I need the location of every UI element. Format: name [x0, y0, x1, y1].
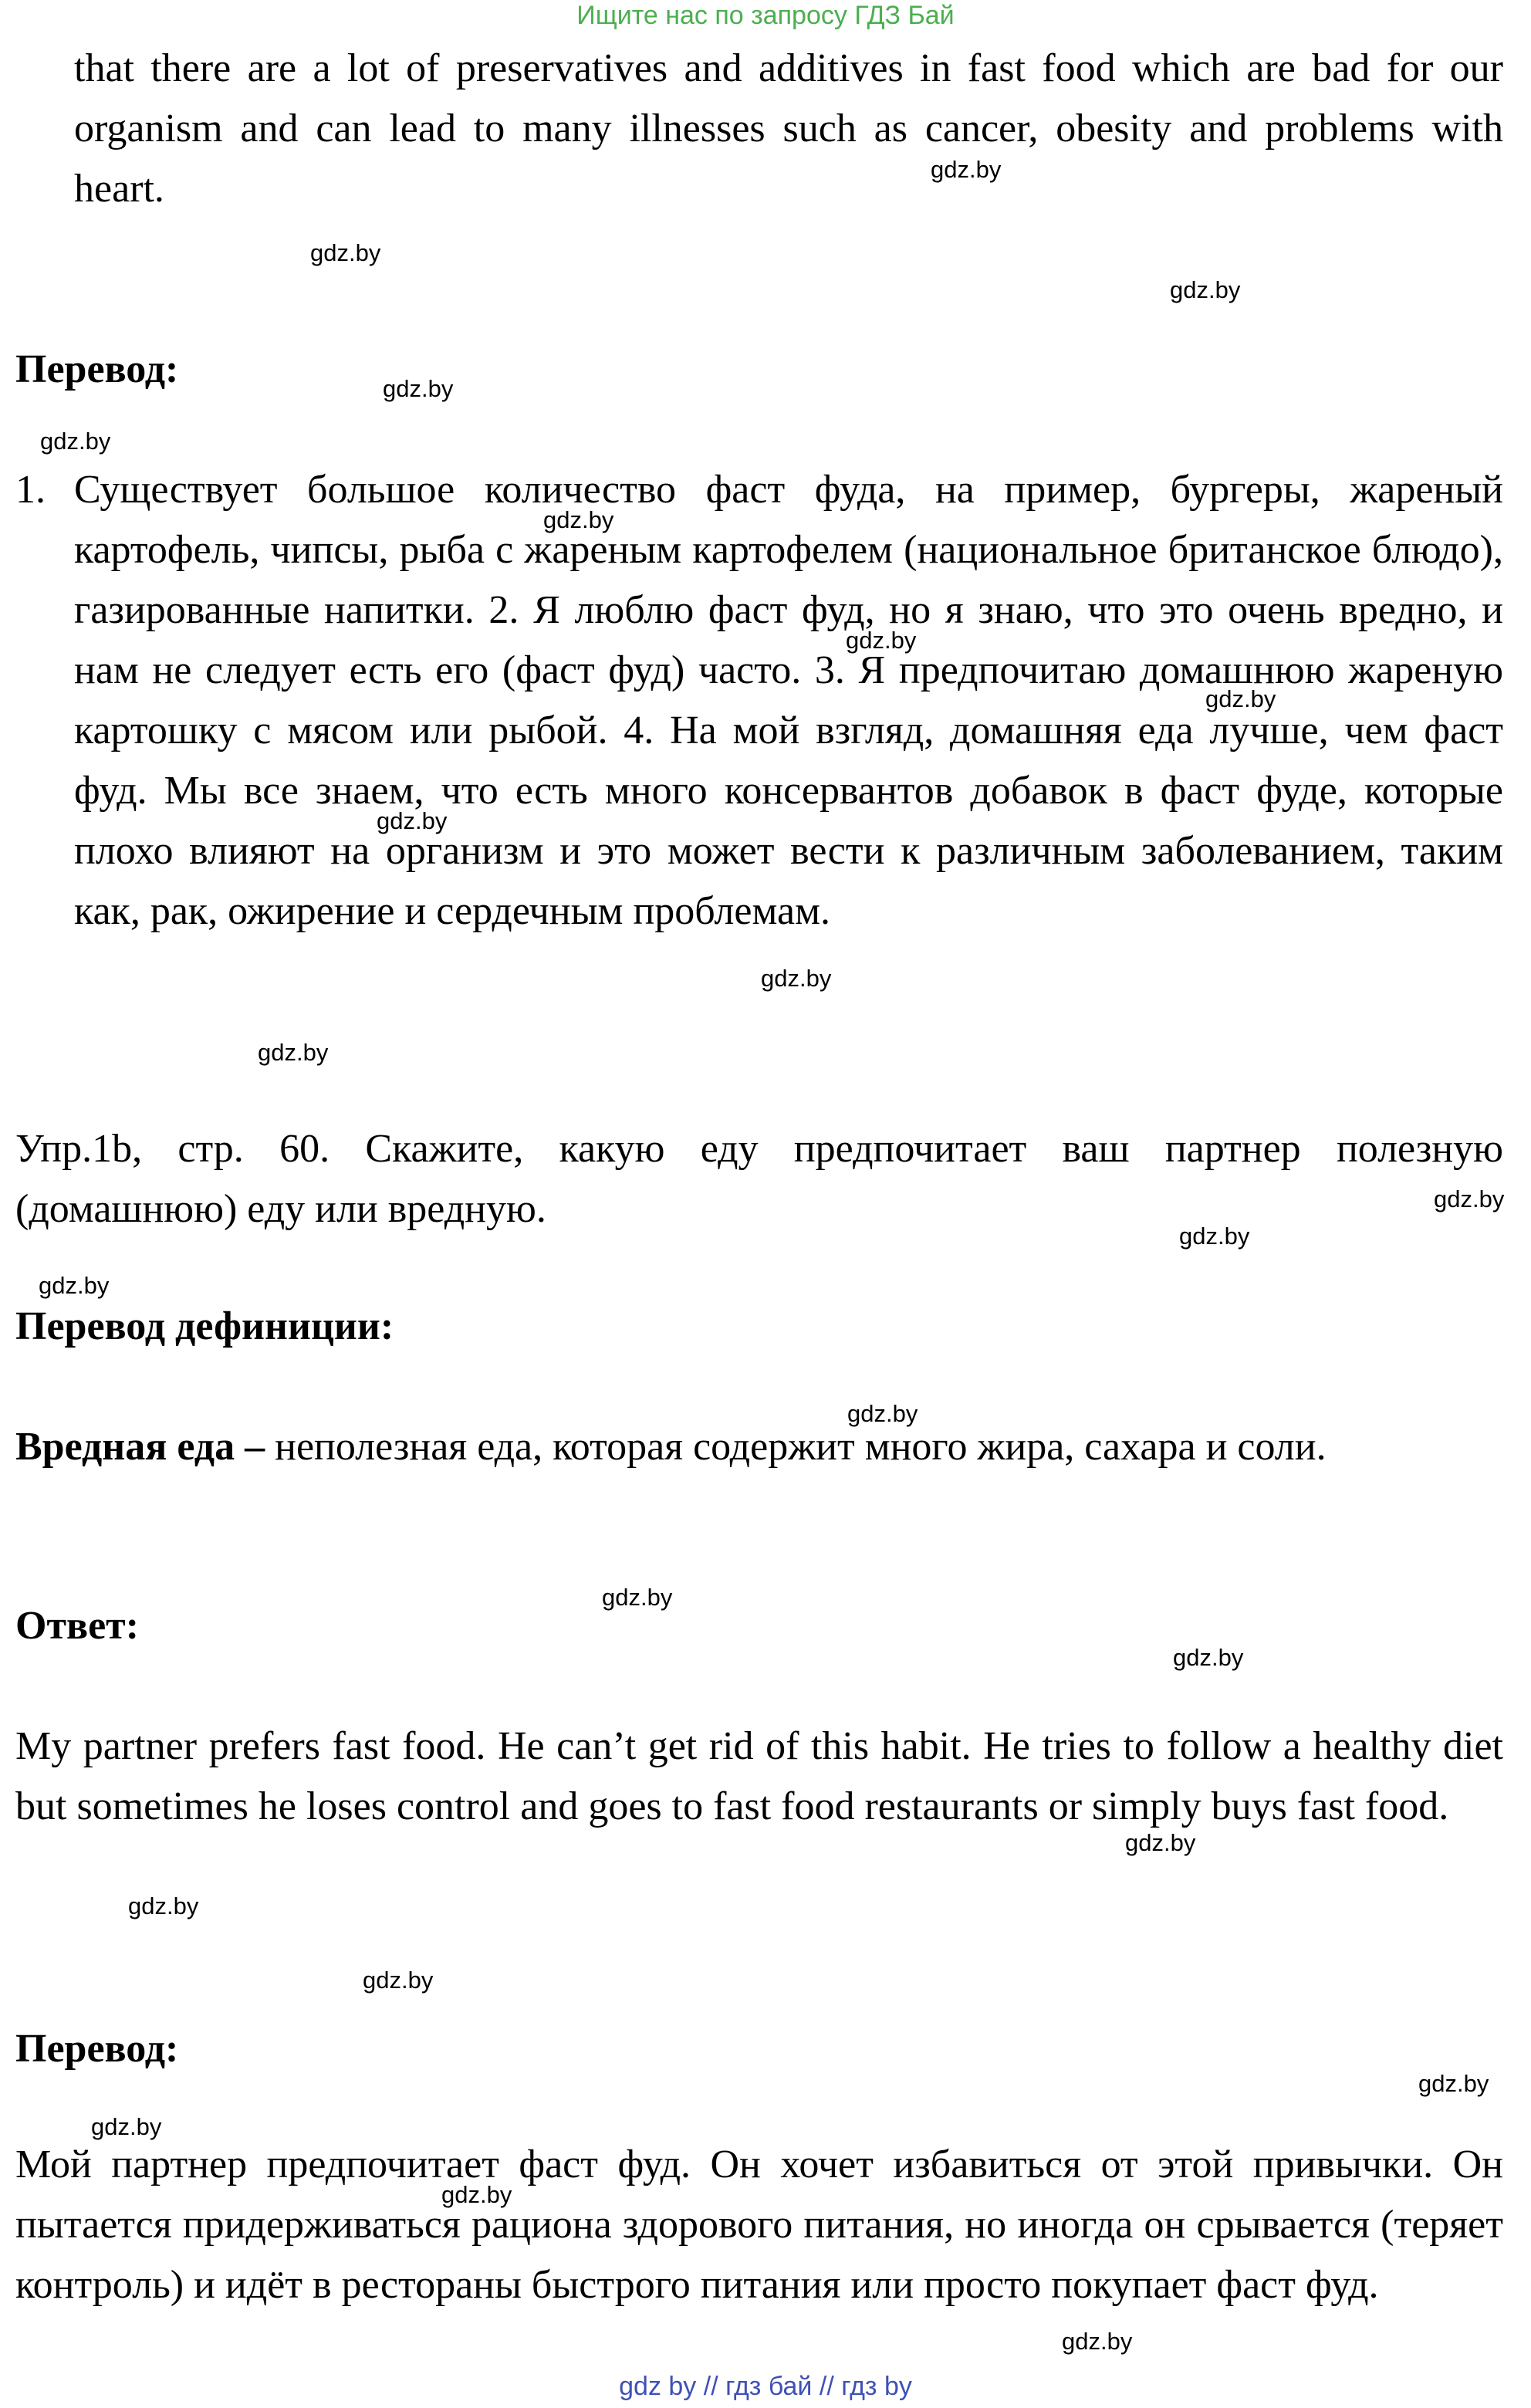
footer-links[interactable]: gdz by // гдз бай // гдз by: [619, 2372, 912, 2401]
watermark: gdz.by: [363, 1967, 434, 1994]
watermark: gdz.by: [441, 2181, 512, 2208]
watermark: gdz.by: [1205, 685, 1276, 712]
search-hint: Ищите нас по запросу ГДЗ Бай: [576, 1, 955, 30]
exercise-paragraph: [15, 1119, 1503, 1240]
watermark: gdz.by: [39, 1272, 110, 1299]
definition-text: неполезная еда, которая содержит много жира, сахара и соли.: [265, 1425, 1327, 1469]
definition-heading: Перевод дефиниции:: [15, 1304, 394, 1348]
watermark: gdz.by: [1418, 2070, 1489, 2097]
watermark: gdz.by: [377, 807, 448, 834]
translation-paragraph-2: [15, 2135, 1503, 2315]
watermark: gdz.by: [383, 375, 454, 402]
watermark: gdz.by: [128, 1892, 199, 1919]
watermark: gdz.by: [258, 1039, 329, 1066]
watermark: gdz.by: [847, 1400, 918, 1427]
watermark: gdz.by: [40, 428, 111, 455]
english-paragraph-text: that there are a lot of preservatives and additives in fast food which are bad for our organism and can lead to many illnesses such as cancer, obesity and problems with heart.: [74, 46, 1503, 211]
watermark: gdz.by: [1125, 1829, 1196, 1856]
watermark: gdz.by: [310, 239, 381, 266]
answer-paragraph: [15, 1716, 1503, 1837]
watermark: gdz.by: [543, 506, 614, 533]
watermark: gdz.by: [1434, 1185, 1505, 1212]
list-number: 1.: [15, 468, 46, 512]
watermark: gdz.by: [91, 2113, 162, 2140]
translation-paragraph-1: [74, 460, 1503, 942]
definition-paragraph: [15, 1417, 1503, 1477]
watermark: gdz.by: [1173, 1644, 1244, 1671]
answer-heading: Ответ:: [15, 1604, 140, 1648]
answer-text: My partner prefers fast food. He can’t get rid of this habit. He tries to follow a healthy diet but sometimes he loses control and goes to fast food restaurants or simply buys fast food.: [15, 1724, 1503, 1828]
watermark: gdz.by: [602, 1584, 673, 1611]
translation-paragraph-1-text: Существует большое количество фаст фуда, на пример, бургеры, жареный картофель, чипсы, рыба с жареным картофелем (национальное британское блюдо), газированные напитки. 2. Я люблю фаст фуд, но я знаю, что это очень вредно, и нам не следует есть его (фаст фуд) часто. 3. Я предпочитаю домашнюю жареную картошку с мясом или рыбой. 4. На мой взгляд, домашняя еда лучше, чем фаст фуд. Мы все знаем, что есть много консервантов добавок в фаст фуде, которые плохо влияют на организм и это может вести к различным заболеванием, таким как, рак, ожирение и сердечным проблемам.: [74, 468, 1503, 933]
translation-heading-1: Перевод:: [15, 347, 179, 391]
watermark: gdz.by: [1170, 276, 1241, 303]
watermark: gdz.by: [761, 965, 832, 992]
translation-paragraph-2-text: Мой партнер предпочитает фаст фуд. Он хочет избавиться от этой привычки. Он пытается придерживаться рациона здорового питания, но иногда он срывается (теряет контроль) и идёт в рестораны быстрого питания или просто покупает фаст фуд.: [15, 2143, 1503, 2307]
english-paragraph-tail: [74, 39, 1503, 219]
watermark: gdz.by: [1179, 1223, 1250, 1250]
watermark: gdz.by: [931, 156, 1002, 183]
watermark: gdz.by: [1062, 2328, 1133, 2355]
watermark: gdz.by: [846, 627, 917, 654]
exercise-text: Упр.1b, стр. 60. Скажите, какую еду предпочитает ваш партнер полезную (домашнюю) еду или вредную.: [15, 1127, 1503, 1231]
translation-heading-2: Перевод:: [15, 2027, 179, 2071]
definition-term: Вредная еда –: [15, 1425, 265, 1469]
